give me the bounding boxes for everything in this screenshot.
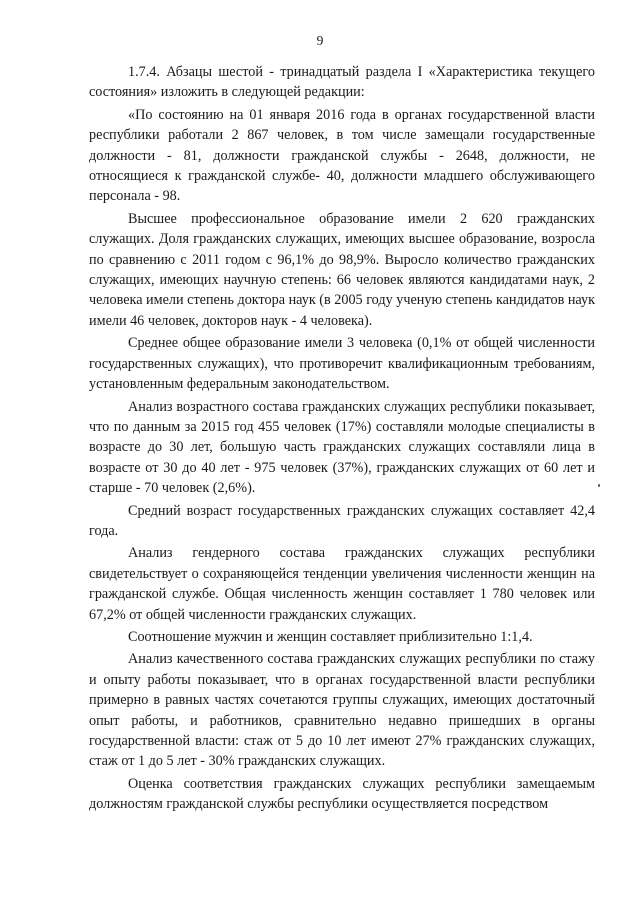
paragraph-gender-analysis: Анализ гендерного состава гражданских служащих республики свидетельствует о сохраняющейся тенденции увеличения численности женщин на гражданской службе. Общая численность женщин составляет 1 780 человек или 67,2% от общей численности гражданских служащих.	[89, 545, 595, 623]
paragraph-higher-education: Высшее профессиональное образование имели 2 620 гражданских служащих. Доля гражданских служащих, имеющих высшее образование, возросла по сравнению с 2011 годом с 96,1% до 98,9%. Выросло количество гражданских служащих, имеющих научную степень: 66 человек являются кандидатами наук, 2 человека имели степень доктора наук (в 2005 году ученую степень кандидатов наук имели 46 человек, докторов наук - 4 человека).	[89, 210, 595, 329]
paragraph-average-age: Средний возраст государственных гражданских служащих составляет 42,4 года.	[89, 502, 595, 539]
paragraph-amendment-intro: 1.7.4. Абзацы шестой - тринадцатый раздела I «Характеристика текущего состояния» изложить в следующей редакции:	[89, 64, 595, 101]
paragraph-gender-ratio: Соотношение мужчин и женщин составляет приблизительно 1:1,4.	[128, 628, 533, 645]
paragraph-secondary-education: Среднее общее образование имели 3 человека (0,1% от общей численности государственных служащих), что противоречит квалификационным требованиям, установленным федеральным законодательством.	[89, 335, 595, 393]
document-body	[89, 62, 595, 815]
paragraph-age-analysis: Анализ возрастного состава гражданских служащих республики показывает, что по данным за 2015 год 455 человек (17%) составляли молодые специалисты в возрасте до 30 лет, большую часть гражданских служащих составляли лица в возрасте от 30 до 40 лет - 975 человек (37%), гражданских служащих от 60 лет и старше - 70 человек (2,6%).	[89, 398, 595, 497]
paragraph-experience-analysis: Анализ качественного состава гражданских служащих республики по стажу и опыту работы показывает, что в органах государственной власти республики примерно в равных частях сочетаются группы служащих, имеющих достаточный опыт работы, и работников, сравнительно недавно пришедших в органы государственной власти: стаж от 5 до 10 лет имеют 27% гражданских служащих, стаж от 1 до 5 лет - 30% гражданских служащих.	[89, 651, 595, 770]
page-number: 9	[316, 33, 324, 48]
paragraph-assessment: Оценка соответствия гражданских служащих республики замещаемым должностям гражданской службы республики осуществляется посредством	[89, 775, 595, 813]
margin-mark	[598, 484, 600, 487]
paragraph-staff-count: «По состоянию на 01 января 2016 года в органах государственной власти республики работали 2 867 человек, в том числе замещали государственные должности - 81, должности гражданской службы - 2648, должности, не относящиеся к гражданской службе- 40, должности младшего обслуживающего персонала - 98.	[89, 106, 595, 205]
